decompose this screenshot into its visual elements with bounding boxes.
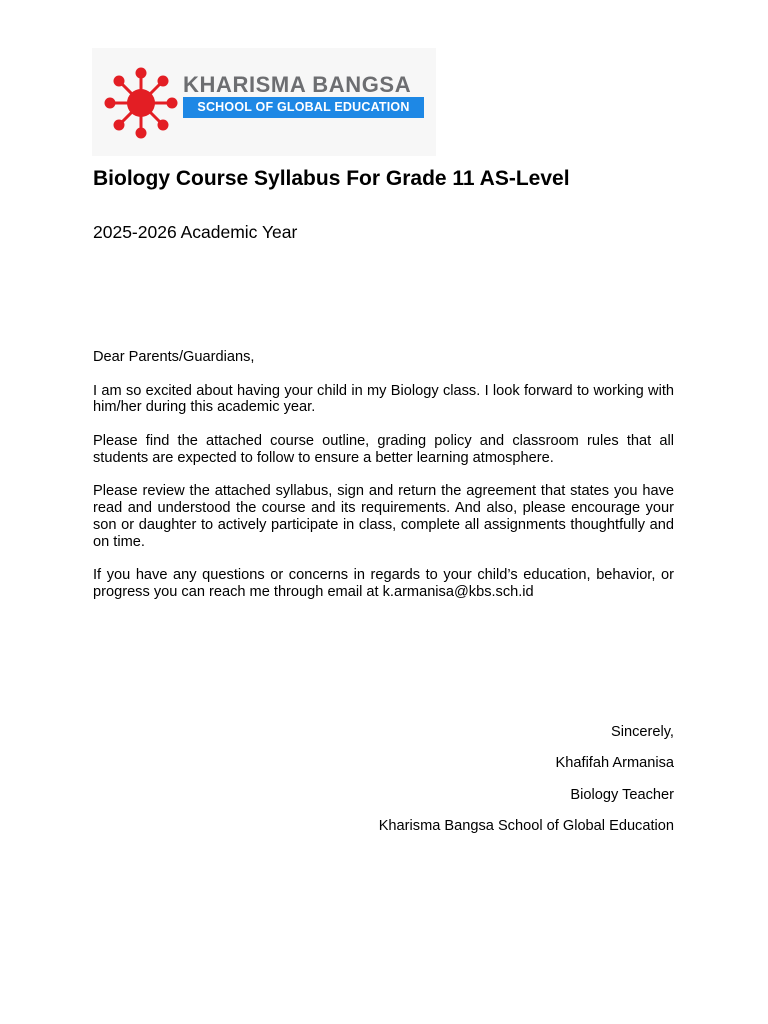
logo-school-name: KHARISMA BANGSA — [183, 72, 412, 97]
school-logo — [92, 48, 436, 156]
signoff-closing: Sincerely, — [611, 724, 674, 740]
signoff-role: Biology Teacher — [570, 786, 674, 803]
signoff-school: Kharisma Bangsa School of Global Education — [378, 818, 674, 835]
letter-body — [93, 349, 674, 618]
letter-paragraph: Please review the attached syllabus, sign and return the agreement that states you have read and understood the course and its requirements. And also, please encourage your son or daughter to actively participate in class, complete all assignments thoughtfully and on time. — [93, 483, 674, 550]
virus-logo-icon — [102, 66, 182, 142]
letter-paragraph: I am so excited about having your child in my Biology class. I look forward to working with him/her during this academic year. — [93, 382, 674, 416]
document-title: Biology Course Syllabus For Grade 11 AS-Level — [93, 167, 570, 190]
letter-greeting: Dear Parents/Guardians, — [93, 349, 255, 365]
academic-year: 2025-2026 Academic Year — [93, 222, 298, 242]
letter-signoff — [379, 724, 674, 850]
signoff-name: Khafifah Armanisa — [555, 755, 674, 772]
letter-paragraph: If you have any questions or concerns in regards to your child’s education, behavior, or progress you can reach me through email at k.armanisa@kbs.sch.id — [93, 567, 674, 601]
letter-paragraph: Please find the attached course outline, grading policy and classroom rules that all students are expected to follow to ensure a better learning atmosphere. — [93, 432, 674, 466]
logo-tagline: SCHOOL OF GLOBAL EDUCATION — [183, 97, 424, 118]
